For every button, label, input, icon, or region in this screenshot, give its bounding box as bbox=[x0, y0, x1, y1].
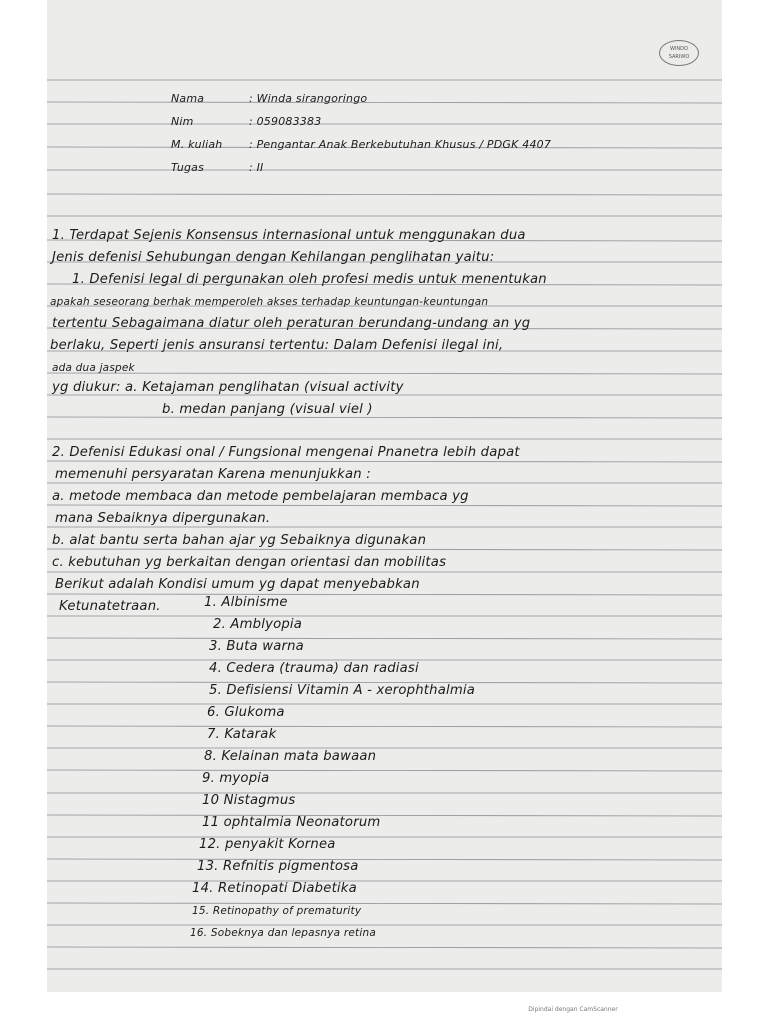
name-stamp: WINDO SARIWO bbox=[659, 40, 699, 66]
s1-line: ada dua jaspek bbox=[52, 362, 135, 374]
s2-line: memenuhi persyaratan Karena menunjukkan : bbox=[55, 467, 371, 482]
ruled-line bbox=[47, 417, 722, 418]
nim-label: Nim bbox=[171, 115, 194, 128]
condition-item: 16. Sobeknya dan lepasnya retina bbox=[190, 927, 376, 939]
condition-item: 6. Glukoma bbox=[207, 705, 285, 720]
s2-line: mana Sebaiknya dipergunakan. bbox=[55, 511, 271, 526]
condition-item: 15. Retinopathy of prematurity bbox=[192, 905, 362, 917]
condition-item: 7. Katarak bbox=[207, 727, 277, 742]
ruled-line bbox=[47, 770, 722, 771]
condition-item: 1. Albinisme bbox=[204, 595, 288, 610]
s2-line: a. metode membaca dan metode pembelajaran membaca yg bbox=[52, 489, 469, 504]
notebook-page bbox=[47, 0, 722, 992]
condition-item: 10 Nistagmus bbox=[202, 793, 296, 808]
ruled-line bbox=[47, 505, 722, 506]
s1-line: 1. Defenisi legal di pergunakan oleh profesi medis untuk menentukan bbox=[72, 272, 547, 287]
ruled-line bbox=[47, 461, 722, 462]
condition-item: 13. Refnitis pigmentosa bbox=[197, 859, 359, 874]
s2-line: Ketunatetraan. bbox=[59, 599, 161, 614]
ruled-line bbox=[47, 638, 722, 639]
ruled-line bbox=[47, 903, 722, 904]
s1-line: tertentu Sebagaimana diatur oleh peraturan berundang-undang an yg bbox=[52, 316, 531, 331]
condition-item: 8. Kelainan mata bawaan bbox=[204, 749, 377, 764]
mk-value: : Pengantar Anak Berkebutuhan Khusus / PDGK 4407 bbox=[249, 138, 552, 151]
nama-value: : Winda sirangoringo bbox=[249, 92, 368, 105]
s2-line: Berikut adalah Kondisi umum yg dapat menyebabkan bbox=[55, 577, 420, 592]
s1-line: b. medan panjang (visual viel ) bbox=[162, 402, 373, 417]
condition-item: 14. Retinopati Diabetika bbox=[192, 881, 357, 896]
nim-value: : 059083383 bbox=[249, 115, 322, 128]
condition-item: 12. penyakit Kornea bbox=[199, 837, 336, 852]
s2-line: c. kebutuhan yg berkaitan dengan orientasi dan mobilitas bbox=[52, 555, 447, 570]
ruled-line bbox=[47, 859, 722, 860]
s1-line: apakah seseorang berhak memperoleh akses terhadap keuntungan-keuntungan bbox=[50, 296, 489, 308]
ruled-line bbox=[47, 549, 722, 550]
tugas-value: : II bbox=[249, 161, 264, 174]
condition-item: 4. Cedera (trauma) dan radiasi bbox=[209, 661, 419, 676]
s2-line: 2. Defenisi Edukasi onal / Fungsional mengenai Pnanetra lebih dapat bbox=[52, 445, 520, 460]
condition-item: 2. Amblyopia bbox=[213, 617, 303, 632]
condition-item: 11 ophtalmia Neonatorum bbox=[202, 815, 381, 830]
s1-line: yg diukur: a. Ketajaman penglihatan (visual activity bbox=[52, 380, 404, 395]
mk-label: M. kuliah bbox=[171, 138, 223, 151]
condition-item: 9. myopia bbox=[202, 771, 270, 786]
s1-line: berlaku, Seperti jenis ansuransi tertentu: Dalam Defenisi ilegal ini, bbox=[50, 338, 504, 353]
condition-item: 3. Buta warna bbox=[209, 639, 304, 654]
ruled-line bbox=[47, 947, 722, 948]
s2-line: b. alat bantu serta bahan ajar yg Sebaiknya digunakan bbox=[52, 533, 427, 548]
nama-label: Nama bbox=[171, 92, 205, 105]
ruled-line bbox=[47, 102, 722, 103]
ruled-line bbox=[47, 373, 722, 374]
s1-line: 1. Terdapat Sejenis Konsensus internasional untuk menggunakan dua bbox=[52, 228, 526, 243]
s1-line: Jenis defenisi Sehubungan dengan Kehilangan penglihatan yaitu: bbox=[52, 250, 495, 265]
condition-item: 5. Defisiensi Vitamin A - xerophthalmia bbox=[209, 683, 476, 698]
ruled-line bbox=[47, 726, 722, 727]
tugas-label: Tugas bbox=[171, 161, 205, 174]
ruled-line bbox=[47, 594, 722, 595]
ruled-line bbox=[47, 815, 722, 816]
scanner-footer: Dipindai dengan CamScanner bbox=[528, 1006, 618, 1013]
ruled-line bbox=[47, 194, 722, 195]
